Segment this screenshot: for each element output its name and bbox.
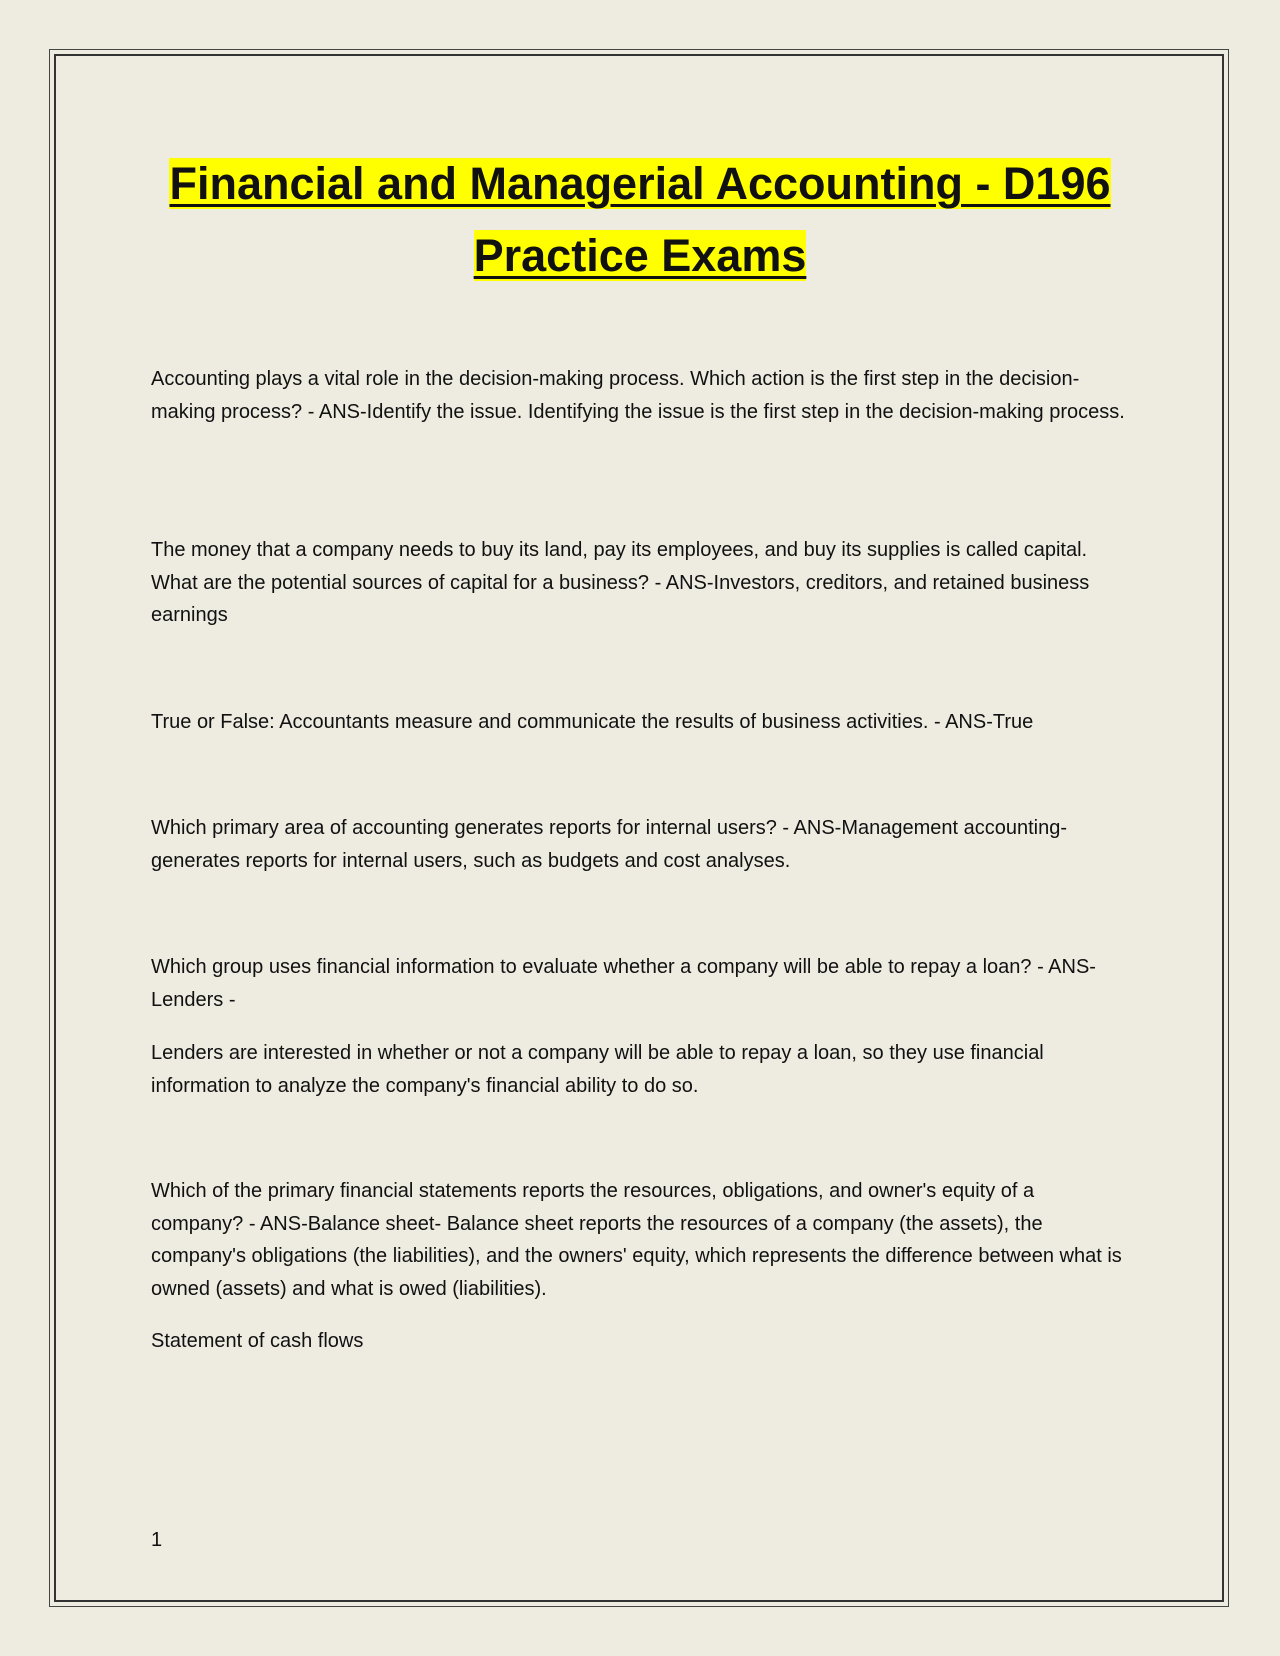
- page-number: 1: [151, 1529, 163, 1551]
- paragraph-question-3: True or False: Accountants measure and communicate the results of business activities. - ANS-True: [151, 711, 1034, 733]
- paragraph-answer-5-explanation: Lenders are interested in whether or not a company will be able to repay a loan, so they use financial information to analyze the company's financial ability to do so.: [151, 1042, 1044, 1097]
- document-title: [150, 148, 1130, 292]
- title-line-1: Financial and Managerial Accounting - D196: [169, 158, 1111, 209]
- paragraph-question-5: Which group uses financial information to evaluate whether a company will be able to repay a loan? - ANS-Lenders -: [151, 956, 1096, 1011]
- paragraph-question-1: Accounting plays a vital role in the decision-making process. Which action is the first step in the decision-making process? - ANS-Identify the issue. Identifying the issue is the first step in the decision-making process.: [151, 368, 1125, 423]
- title-line-2: Practice Exams: [473, 230, 807, 281]
- paragraph-option-text: Statement of cash flows: [151, 1330, 364, 1352]
- paragraph-question-2: The money that a company needs to buy its land, pay its employees, and buy its supplies is called capital. What are the potential sources of capital for a business? - ANS-Investors, creditors, and retained business earnings: [151, 539, 1090, 626]
- paragraph-question-6: Which of the primary financial statements reports the resources, obligations, and owner's equity of a company? - ANS-Balance sheet- Balance sheet reports the resources of a company (the assets), the company's obligations (the liabilities), and the owners' equity, which represents the difference between what is owned (assets) and what is owed (liabilities).: [151, 1180, 1122, 1300]
- paragraph-question-4: Which primary area of accounting generates reports for internal users? - ANS-Management accounting- generates reports for internal users, such as budgets and cost analyses.: [151, 817, 1068, 872]
